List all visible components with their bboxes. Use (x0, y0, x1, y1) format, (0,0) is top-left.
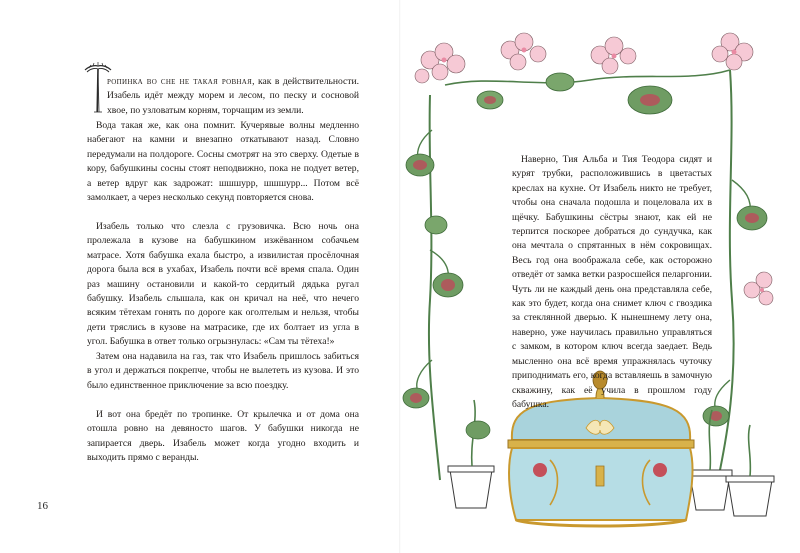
right-page (400, 0, 800, 553)
paragraph-3 (87, 220, 359, 350)
paragraph-3-text: Изабель только что слезла с грузовичка. Всю ночь она пролежала в кузове на бабушкином изжёванном собачьем матрасе. Хотя бабушка ехала быстро, а извилистая просёлочная дорога была вся в ухабах, Изабель почти всё время спала. Один раз машину остановили и какой-то сердитый дядька ругал бабушку. Изабель слышала, как он кричал на неё, что нечего всяким тётехам гонять по дороге как оголтелым и нельзя, чтобы дети тряслись в кузове на матрасике, где их болтает из угла в угол. Бабушка в ответ только огрызнулась: «Сам ты тётеха!» (87, 221, 359, 348)
page-number: 16 (37, 500, 48, 512)
paragraph-2-text: Вода такая же, как она помнит. Кучерявые волны медленно набегают на камни и внезапно откатывают назад. Словно передумали на полдороге. Сосны смотрят на это сверху. Одетые в кору, бабушкины сосны стоят неподвижно, пока не подует ветер, а ветер вдруг как задрожат: шшшурр, шшшурр... Потом всё замолкает, а через несколько секунд повторяется снова. (87, 120, 359, 204)
paragraph-1 (87, 75, 359, 118)
paragraph-4 (87, 350, 359, 393)
paragraph-5-text: И вот она бредёт по тропинке. От крылечка и от дома она отошла ровно на девяносто шагов. У бабушки никогда не запирается дверь. Изабель может когда угодно входить и выходить прямо с веранды. (87, 409, 359, 464)
paragraph-2 (87, 119, 359, 205)
lead-rest: , как в действительности. Изабель идёт между морем и лесом, по песку и сосновой хвое, по узловатым корням, торчащим из земли. (107, 76, 360, 116)
paragraph-4-text: Затем она надавила на газ, так что Изабель пришлось забиться в угол и держаться покрепче, чтобы не вылететь из кузова. И это было единственное приключение за всю поездку. (87, 351, 359, 391)
right-page-text (512, 153, 712, 412)
right-paragraph: Наверно, Тия Альба и Тия Теодора сидят и курят трубки, расположившись в цветастых креслах на кухне. От Изабель никто не требует, чтобы она сначала подошла и поцеловала их в щёчку. Бабушкины сёстры знают, как ей не терпится поскорее добраться до сундучка, как она мечтала о спрятанных в нём сокровищах. Весь год она воображала себе, как осторожно отведёт от замка ветки разросшейся пеларгонии. Чуть ли не каждый день она представляла себе, как это будет, когда она снимет ключ с гвоздика за стеклянной дверью. К нынешнему лету она, наверно, уже научилась правильно управляться с замком, в котором ключ всегда заедает. Ведь мысленно она всё время упражнялась чуточку приподнимать его, когда вставляешь в замочную скважину, как её учила в прошлом году бабушка. (512, 154, 712, 410)
paragraph-5 (87, 408, 359, 466)
lead-smallcaps: ропинка во сне не такая ровная (107, 76, 253, 87)
